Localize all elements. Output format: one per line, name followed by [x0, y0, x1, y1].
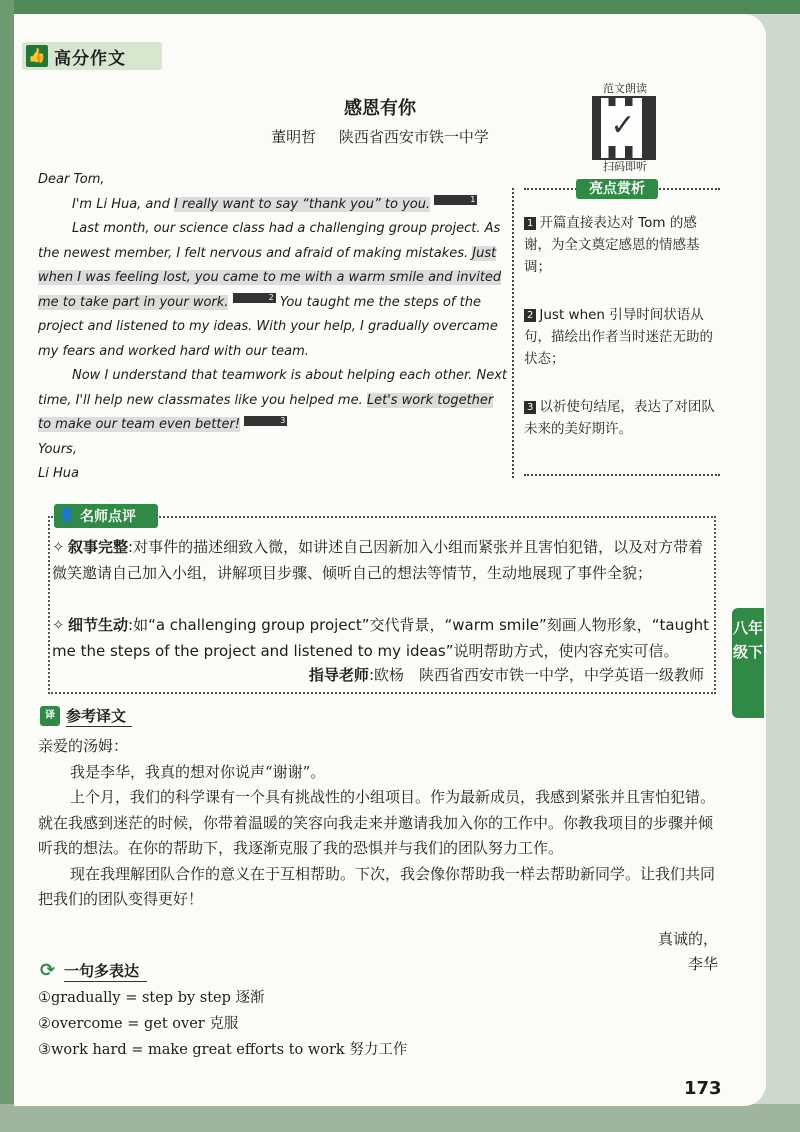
letter-body: [38, 168, 508, 487]
cycle-icon: ⟳: [40, 960, 56, 981]
marker-2: 2: [233, 293, 276, 303]
translation-paragraph-3: 现在我理解团队合作的意义在于互相帮助。下次，我会像你帮助我一样去帮助新同学。让我们共同把我们的团队变得更好！: [38, 864, 716, 908]
translate-icon: 译: [40, 706, 60, 726]
check-icon: ✓: [608, 106, 638, 146]
review-heading: 名师点评: [80, 509, 136, 525]
essay-title: 感恩有你: [344, 98, 416, 119]
qr-bottom-label: 扫码即听: [603, 160, 647, 173]
person-icon: 👤: [58, 508, 76, 523]
review-tag: [54, 504, 158, 528]
review-item-2: ✧ 细节生动:如“a challenging group project”交代背景，“warm smile”刻画人物形象，“taught me the steps of the project and listened to my ideas”说明帮助方式，使内容充实可信。: [52, 612, 712, 664]
highlight-1: I really want to say “thank you” to you.: [174, 196, 431, 212]
translation-paragraph-1: 我是李华，我真的想对你说声“谢谢”。: [70, 762, 326, 781]
note-item-1: 1 开篇直接表达对 Tom 的感谢，为全文奠定感恩的情感基调；: [524, 215, 700, 275]
letter-paragraph-1: I'm Li Hua, and I really want to say “thank you” to you. 1: [72, 195, 476, 212]
grade-side-tab[interactable]: 八年级下: [732, 608, 764, 718]
page-frame-bottom: [0, 1104, 800, 1132]
notes-heading: 亮点赏析: [576, 179, 658, 199]
letter-signature: Li Hua: [38, 466, 79, 481]
teacher-credit: 指导老师:欧杨 陕西省西安市铁一中学，中学英语一级教师: [308, 666, 704, 684]
review-item-1: ✧ 叙事完整:对事件的描述细致入微，如讲述自己因新加入小组而紧张并且害怕犯错，以及对方带着微笑邀请自己加入小组，讲解项目步骤、倾听自己的想法等情节，生动地展现了事件全貌；: [52, 534, 712, 586]
translation-signature: 李华: [687, 955, 718, 973]
section-tag: [22, 42, 162, 70]
expressions-heading: ⟳ 一句多表达: [40, 960, 147, 982]
note-item-3: 3 以祈使句结尾，表达了对团队未来的美好期许。: [524, 399, 715, 437]
letter-greeting: Dear Tom,: [38, 172, 105, 187]
translation-paragraph-2: 上个月，我们的科学课有一个具有挑战性的小组项目。作为最新成员，我感到紧张并且害怕犯错。就在我感到迷茫的时候，你带着温暖的笑容向我走来并邀请我加入你的工作中。你教我项目的步骤并倾听我的想法。在你的帮助下，我逐渐克服了我的恐惧并与我们的团队努力工作。: [38, 788, 716, 857]
expression-item-3: ③work hard = make great efforts to work 努力工作: [38, 1042, 408, 1058]
page-frame-top: [0, 0, 800, 14]
expression-item-2: ②overcome = get over 克服: [38, 1016, 239, 1032]
author-school: 陕西省西安市铁一中学: [338, 128, 489, 146]
translation-closing: 真诚的，: [657, 929, 718, 948]
letter-paragraph-2: Last month, our science class had a challenging group project. As the newest member, I felt nervous and afraid of making mistakes. Just when I was feeling lost, you came to me with a warm smile and invited me to take part in your work. 2 You taught me the steps of the project and listened to my ideas. With your help, I gradually overcame my fears and worked hard with our team.: [38, 221, 502, 359]
page-frame-left: [0, 0, 14, 1132]
note-item-2: 2 Just when 引导时间状语从句，描绘出作者当时迷茫无助的状态；: [524, 307, 713, 367]
author-name: 董明哲: [271, 128, 317, 146]
diamond-icon: ✧: [52, 538, 65, 556]
expression-item-1: ①gradually = step by step 逐渐: [38, 990, 265, 1006]
marker-1: 1: [434, 195, 477, 205]
diamond-icon: ✧: [52, 616, 65, 634]
page-number: 173: [684, 1078, 722, 1099]
highlight-3: Let's work together to make our team even better!: [38, 392, 494, 432]
qr-top-label: 范文朗读: [603, 82, 647, 95]
letter-paragraph-3: Now I understand that teamwork is about helping each other. Next time, I'll help new classmates like you helped me. Let's work together to make our team even better! 3: [38, 368, 507, 432]
translation-heading: 译 参考译文: [40, 705, 132, 727]
translation-greeting: 亲爱的汤姆：: [38, 737, 129, 755]
highlight-2: Just when I was feeling lost, you came to me with a warm smile and invited me to take part in your work.: [38, 245, 502, 310]
qr-code-icon[interactable]: [592, 96, 656, 160]
marker-3: 3: [244, 416, 287, 426]
thumbs-up-icon: 👍: [26, 45, 48, 67]
section-tag-label: 高分作文: [54, 48, 126, 69]
translation-body: [38, 734, 722, 978]
letter-closing: Yours,: [38, 441, 77, 457]
